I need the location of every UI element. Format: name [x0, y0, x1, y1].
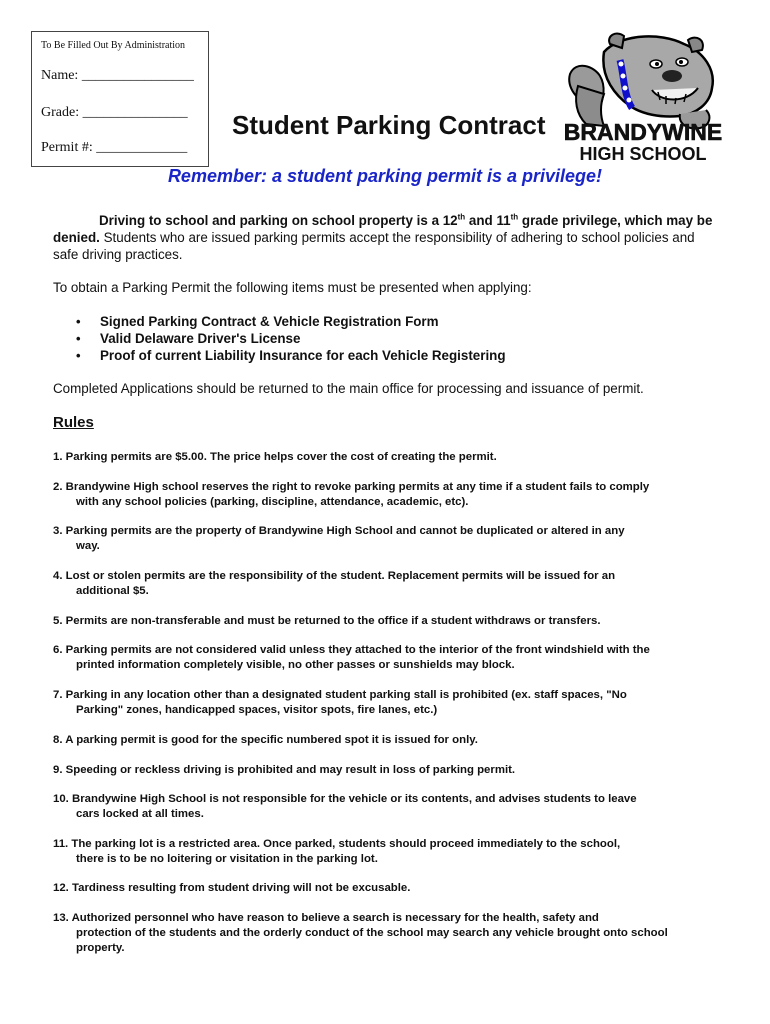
- rule-continuation: way.: [76, 540, 100, 552]
- intro-rest: Students who are issued parking permits accept the responsibility of adhering to school policies and safe driving practices.: [53, 230, 695, 262]
- rule-item: [53, 792, 721, 822]
- rule-item: [53, 569, 721, 599]
- bulldog-mascot-icon: [569, 34, 713, 129]
- intro-paragraph: [53, 212, 718, 263]
- grade-field: Grade: _______________: [41, 105, 188, 120]
- rule-continuation: with any school policies (parking, discipline, attendance, academic, etc).: [76, 496, 469, 508]
- rule-continuation: Parking" zones, handicapped spaces, visitor spots, fire lanes, etc.): [76, 704, 438, 716]
- rule-text: 3. Parking permits are the property of Brandywine High School and cannot be duplicated or altered in any: [53, 525, 625, 537]
- rule-text: 1. Parking permits are $5.00. The price helps cover the cost of creating the permit.: [53, 451, 497, 463]
- completed-applications-text: Completed Applications should be returned to the main office for processing and issuance of permit.: [53, 381, 644, 396]
- rule-text: 7. Parking in any location other than a designated student parking stall is prohibited (ex. staff spaces, "No: [53, 689, 627, 701]
- page-title: Student Parking Contract: [232, 110, 546, 140]
- rules-heading: Rules: [53, 414, 94, 431]
- logo-high-school-text: HIGH SCHOOL: [579, 144, 707, 164]
- rule-text: 9. Speeding or reckless driving is prohibited and may result in loss of parking permit.: [53, 764, 516, 776]
- intro-bold-c: grade privilege, which may be denied.: [53, 213, 713, 245]
- rule-item: [53, 881, 721, 896]
- rule-continuation: protection of the students and the orderly conduct of the school may search any vehicle brought onto school property.: [76, 927, 668, 954]
- rule-text: 5. Permits are non-transferable and must be returned to the office if a student withdraws or transfers.: [53, 615, 601, 627]
- intro-bold-a: Driving to school and parking on school property is a 12: [99, 213, 458, 228]
- rule-item: [53, 763, 721, 778]
- requirement-item: • Signed Parking Contract & Vehicle Registration Form: [74, 313, 506, 330]
- administration-box-title: To Be Filled Out By Administration: [41, 40, 186, 51]
- intro-bold-b: and 11: [465, 213, 511, 228]
- permit-number-field: Permit #: _____________: [41, 140, 188, 155]
- rule-continuation: printed information completely visible, no other passes or sunshields may block.: [76, 659, 515, 671]
- name-field: Name: ________________: [41, 68, 194, 83]
- intro-sup-2: th: [510, 212, 519, 222]
- rule-text: 6. Parking permits are not considered valid unless they attached to the interior of the front windshield with the: [53, 644, 650, 656]
- rule-item: [53, 688, 721, 718]
- requirement-item: • Valid Delaware Driver's License: [74, 330, 506, 347]
- rule-item: [53, 837, 721, 867]
- rule-item: [53, 911, 721, 956]
- rule-text: 10. Brandywine High School is not responsible for the vehicle or its contents, and advises students to leave: [53, 793, 637, 805]
- requirement-item: • Proof of current Liability Insurance for each Vehicle Registering: [74, 347, 506, 364]
- rule-text: 4. Lost or stolen permits are the responsibility of the student. Replacement permits will be issued for an: [53, 570, 616, 582]
- rule-continuation: cars locked at all times.: [76, 808, 204, 820]
- rule-item: [53, 524, 721, 554]
- rule-text: 12. Tardiness resulting from student driving will not be excusable.: [53, 882, 411, 894]
- rule-item: [53, 643, 721, 673]
- logo-brandywine-text: BRANDYWINE: [563, 119, 723, 145]
- privilege-reminder: Remember: a student parking permit is a privilege!: [167, 166, 603, 186]
- rule-item: [53, 480, 721, 510]
- rule-continuation: additional $5.: [76, 585, 149, 597]
- rule-text: 2. Brandywine High school reserves the right to revoke parking permits at any time if a student fails to comply: [53, 481, 650, 493]
- rule-item: [53, 614, 721, 629]
- intro-sup-1: th: [457, 212, 466, 222]
- rule-text: 13. Authorized personnel who have reason to believe a search is necessary for the health, safety and: [53, 912, 599, 924]
- rule-text: 8. A parking permit is good for the specific numbered spot it is issued for only.: [53, 734, 478, 746]
- rule-continuation: there is to be no loitering or visitation in the parking lot.: [76, 853, 378, 865]
- bulldog-logo: [560, 30, 726, 164]
- requirements-list: [74, 313, 506, 364]
- rule-item: [53, 450, 721, 465]
- administration-box: [31, 31, 209, 167]
- rule-text: 11. The parking lot is a restricted area. Once parked, students should proceed immediately to the school,: [53, 838, 621, 850]
- rule-item: [53, 733, 721, 748]
- obtain-permit-text: To obtain a Parking Permit the following items must be presented when applying:: [53, 280, 532, 295]
